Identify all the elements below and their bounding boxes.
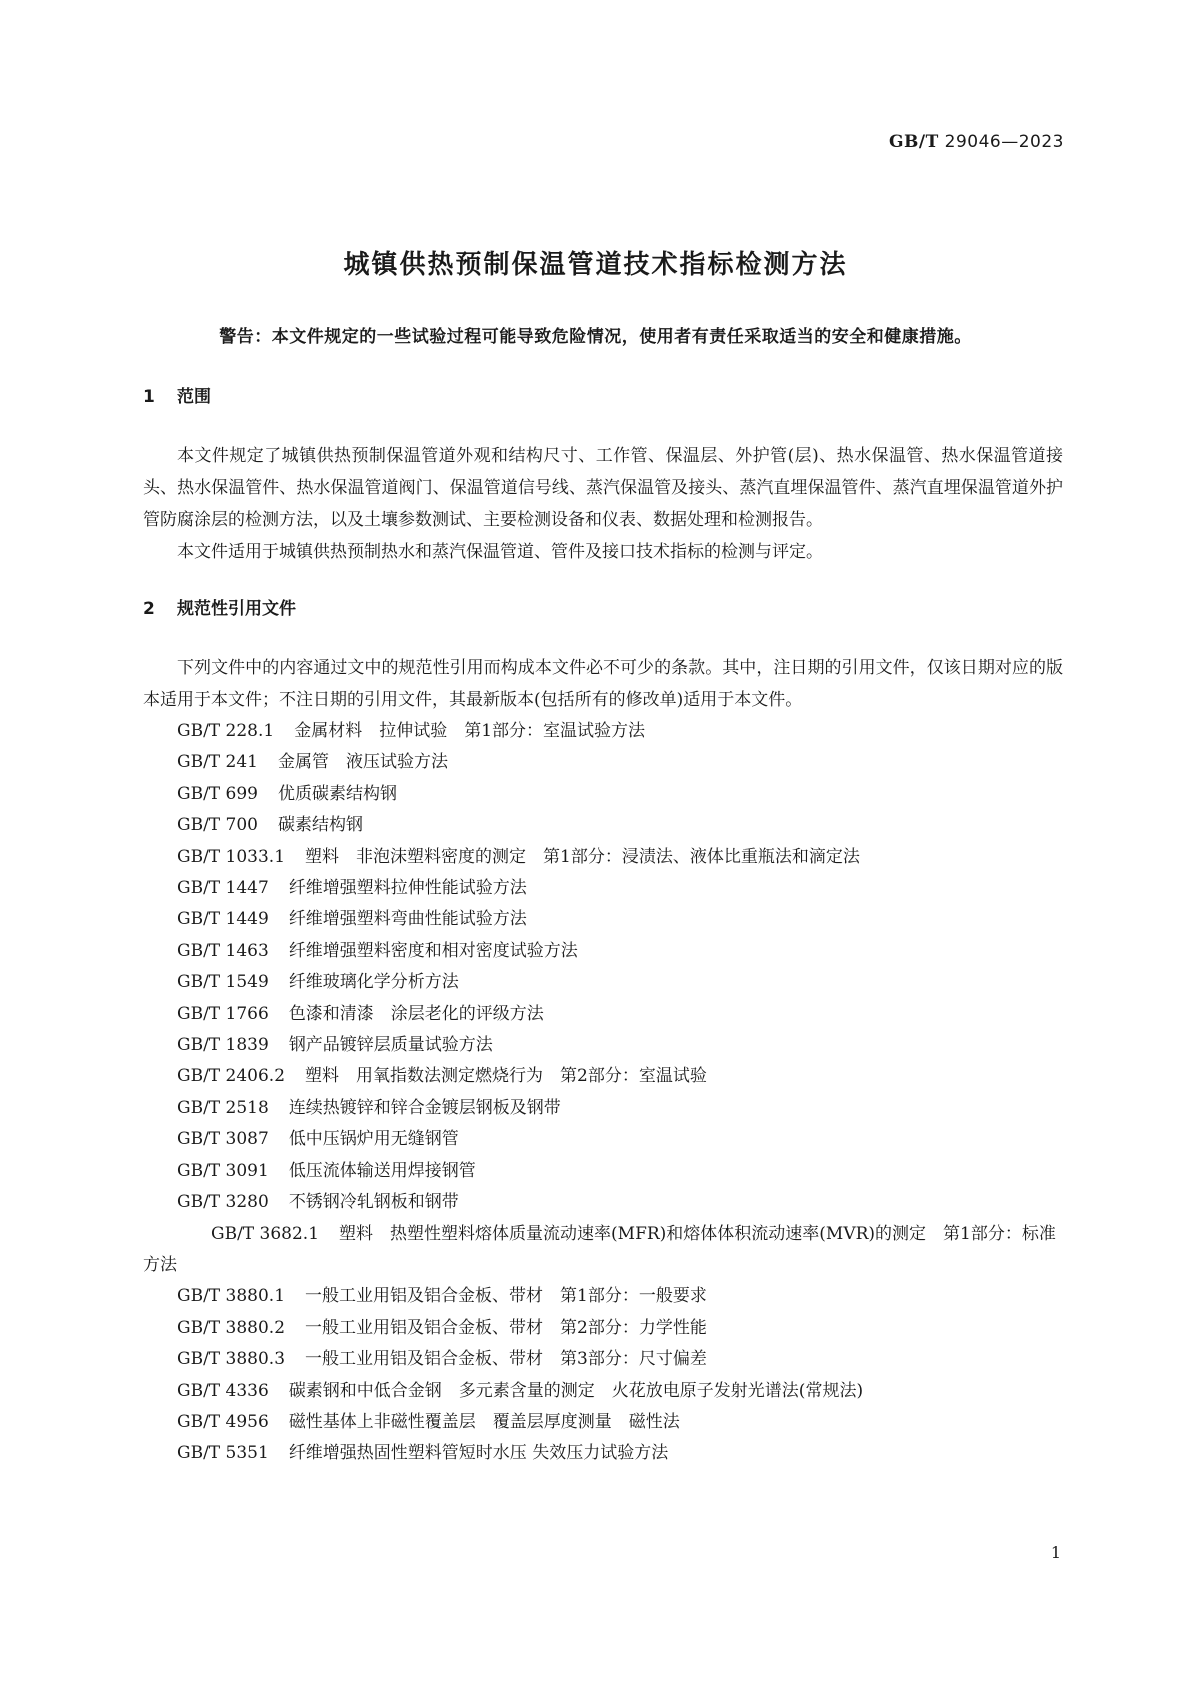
reference-title: 优质碳素结构钢 [278,783,397,804]
safety-warning: 警告：本文件规定的一些试验过程可能导致危险情况，使用者有责任采取适当的安全和健康措施。 [219,327,972,347]
reference-item [143,936,1063,967]
reference-code: GB/T 1449 [177,909,269,930]
reference-title: 不锈钢冷轧钢板和钢带 [288,1192,459,1213]
reference-item [143,1187,1063,1218]
reference-item [143,1313,1063,1344]
reference-item [143,967,1063,998]
reference-item [143,1407,1063,1438]
reference-title: 纤维增强塑料弯曲性能试验方法 [288,909,527,930]
reference-item [143,779,1063,810]
section-number: 1 [143,387,155,407]
reference-item [143,1093,1063,1124]
reference-title: 碳素结构钢 [278,815,363,836]
reference-code: GB/T 4336 [177,1380,269,1401]
document-title: 城镇供热预制保温管道技术指标检测方法 [343,250,848,280]
reference-list [143,716,1063,1470]
reference-code: GB/T 1766 [177,1003,269,1024]
reference-code: GB/T 2518 [177,1097,269,1118]
reference-code: GB/T 4956 [177,1411,269,1432]
reference-title: 纤维增强热固性塑料管短时水压 失效压力试验方法 [288,1443,669,1464]
reference-title: 纤维增强塑料拉伸性能试验方法 [288,878,527,899]
section-1-heading [143,384,1063,410]
reference-code: GB/T 241 [177,752,258,773]
reference-item [143,1344,1063,1375]
reference-title: 低中压锅炉用无缝钢管 [288,1129,459,1150]
reference-item [143,1061,1063,1092]
section-title: 规范性引用文件 [177,599,296,619]
reference-title: 纤维增强塑料密度和相对密度试验方法 [288,940,578,961]
reference-title: 金属材料 拉伸试验 第1部分：室温试验方法 [294,721,646,741]
reference-title: 连续热镀锌和锌合金镀层钢板及钢带 [288,1097,561,1118]
reference-code: GB/T 1839 [177,1035,269,1056]
reference-title: 一般工业用铝及铝合金板、带材 第1部分：一般要求 [305,1286,707,1307]
reference-code: GB/T 2406.2 [177,1066,286,1087]
reference-title: 纤维玻璃化学分析方法 [288,972,459,993]
reference-title: 塑料 热塑性塑料熔体质量流动速率(MFR)和熔体体积流动速率(MVR)的测定 第1部分：标准方法 [143,1223,1056,1275]
reference-title: 金属管 液压试验方法 [278,752,448,773]
reference-item [143,1281,1063,1312]
reference-item [143,1156,1063,1187]
reference-item [143,716,1063,747]
reference-code: GB/T 3280 [177,1192,269,1213]
reference-title: 一般工业用铝及铝合金板、带材 第3部分：尺寸偏差 [305,1349,707,1370]
reference-title: 塑料 用氧指数法测定燃烧行为 第2部分：室温试验 [305,1066,707,1087]
reference-item [143,1438,1063,1469]
reference-item [143,842,1063,873]
reference-item [143,1124,1063,1155]
reference-item [143,873,1063,904]
section-2-heading [143,596,1063,622]
reference-code: GB/T 5351 [177,1443,269,1464]
scope-paragraph: 本文件规定了城镇供热预制保温管道外观和结构尺寸、工作管、保温层、外护管(层)、热水保温管、热水保温管道接头、热水保温管件、热水保温管道阀门、保温管道信号线、蒸汽保温管及接头、蒸汽直埋保温管件、蒸汽直埋保温管道外护管防腐涂层的检测方法，以及土壤参数测试、主要检测设备和仪表、数据处理和检测报告。 [143,446,1063,530]
reference-title: 钢产品镀锌层质量试验方法 [288,1035,493,1056]
document-code-number: 29046—2023 [944,132,1064,152]
reference-code: GB/T 228.1 [177,721,275,741]
reference-item [143,904,1063,935]
reference-code: GB/T 699 [177,783,258,804]
reference-item [143,1030,1063,1061]
page-number: 1 [1050,1543,1061,1562]
reference-code: GB/T 3091 [177,1160,269,1181]
reference-title: 碳素钢和中低合金钢 多元素含量的测定 火花放电原子发射光谱法(常规法) [288,1380,864,1401]
reference-code: GB/T 1463 [177,940,269,961]
reference-title: 色漆和清漆 涂层老化的评级方法 [288,1003,544,1024]
reference-item [143,999,1063,1030]
reference-item [143,810,1063,841]
reference-code: GB/T 1549 [177,972,269,993]
reference-title: 一般工业用铝及铝合金板、带材 第2部分：力学性能 [305,1317,707,1338]
reference-item [143,747,1063,778]
section-title: 范围 [177,387,211,407]
reference-code: GB/T 1447 [177,878,269,899]
reference-title: 低压流体输送用焊接钢管 [288,1160,476,1181]
reference-code: GB/T 3880.2 [177,1317,286,1338]
reference-code: GB/T 3880.3 [177,1349,286,1370]
document-body [143,384,1063,1470]
reference-title: 磁性基体上非磁性覆盖层 覆盖层厚度测量 磁性法 [288,1411,680,1432]
document-code [889,132,1064,152]
reference-code: GB/T 700 [177,815,258,836]
reference-title: 塑料 非泡沫塑料密度的测定 第1部分：浸渍法、液体比重瓶法和滴定法 [305,846,860,867]
normative-references-intro: 下列文件中的内容通过文中的规范性引用而构成本文件必不可少的条款。其中，注日期的引用文件，仅该日期对应的版本适用于本文件；不注日期的引用文件，其最新版本(包括所有的修改单)适用于本文件。 [143,658,1063,710]
reference-code: GB/T 3880.1 [177,1286,286,1307]
document-code-prefix: GB/T [889,132,939,152]
reference-code: GB/T 3682.1 [211,1223,320,1244]
section-number: 2 [143,599,155,619]
reference-code: GB/T 1033.1 [177,846,286,867]
reference-code: GB/T 3087 [177,1129,269,1150]
scope-applicability-paragraph: 本文件适用于城镇供热预制热水和蒸汽保温管道、管件及接口技术指标的检测与评定。 [177,542,823,562]
reference-item [143,1376,1063,1407]
reference-item [143,1219,1063,1282]
